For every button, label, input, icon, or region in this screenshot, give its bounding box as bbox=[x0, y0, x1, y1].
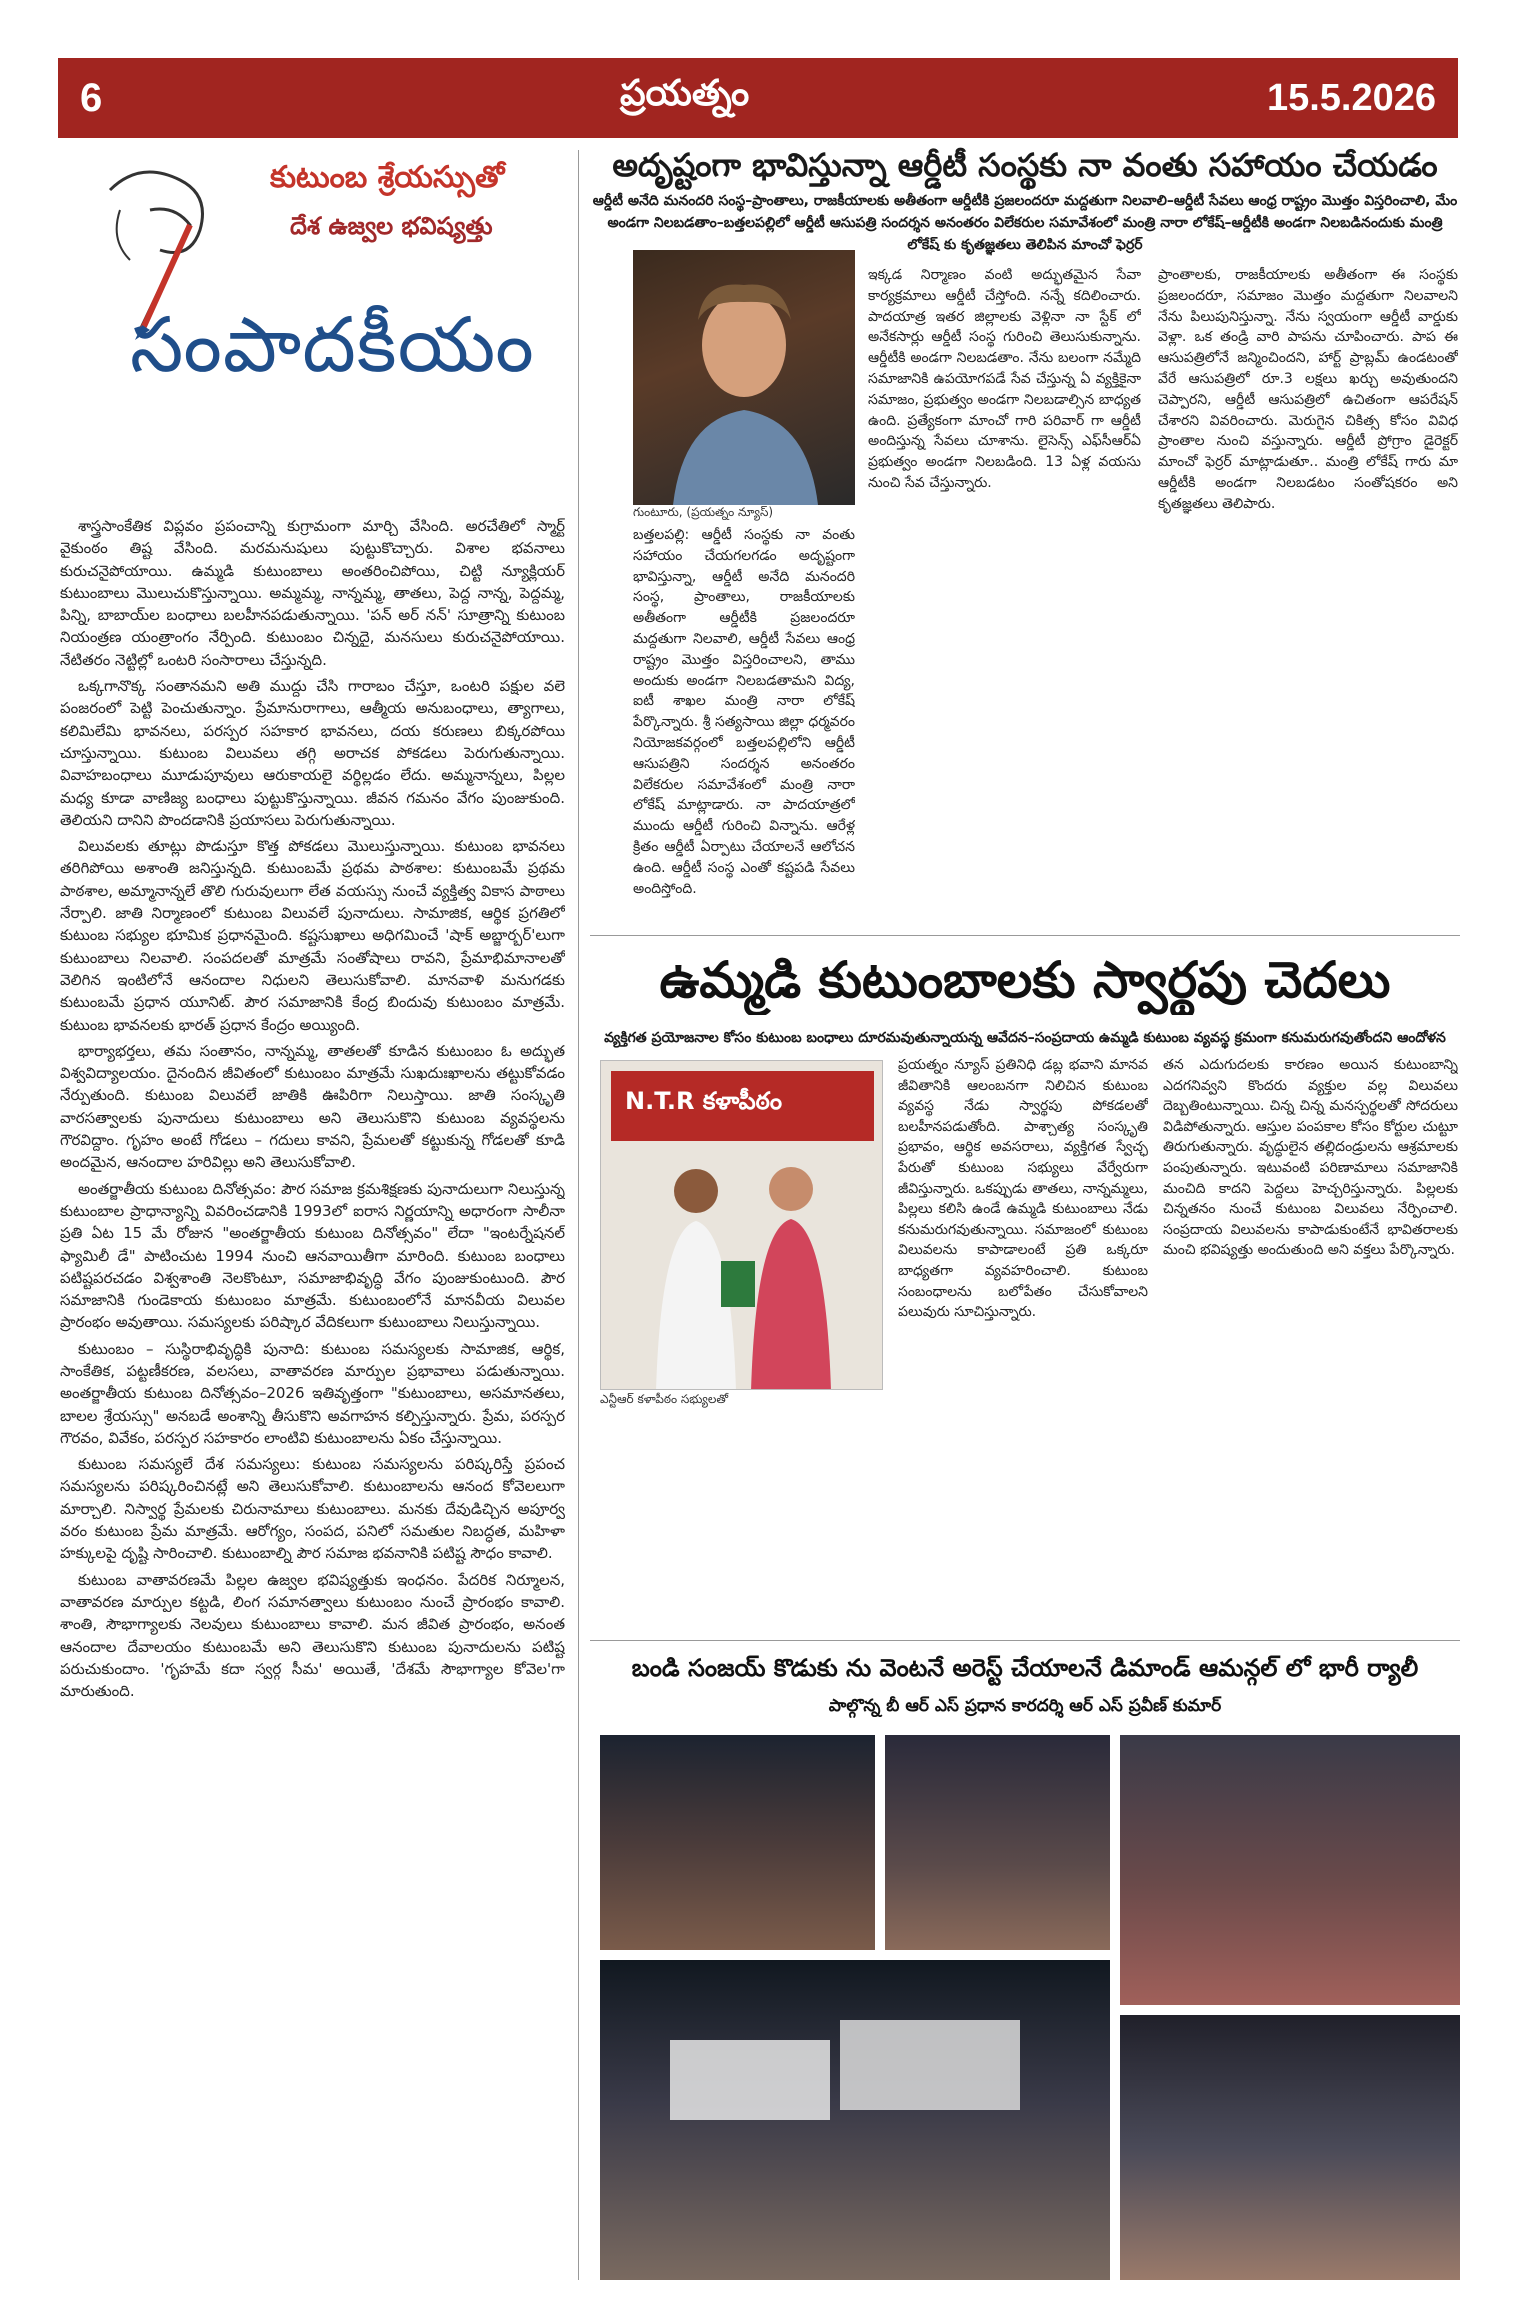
story3-deck: పాల్గొన్న బీ ఆర్ ఎస్ ప్రధాన కారదర్శి ఆర్ ఎస్ ప్రవీణ్ కుమార్ bbox=[828, 1696, 1222, 1716]
story2-column-1: ప్రయత్నం న్యూస్ ప్రతినిధి డబ్ల భవాని మానవ జీవితానికి ఆలంబనగా నిలిచిన కుటుంబ వ్యవస్థ నేడు స్వార్థపు పోకడలతో బలహీనపడుతోంది. పాశ్చాత్య సంస్కృతి ప్రభావం, ఆర్థిక అవసరాలు, వ్యక్తిగత స్వేచ్ఛ పేరుతో కుటుంబ సభ్యులు వేర్వేరుగా జీవిస్తున్నారు. ఒకప్పుడు తాతలు, నాన్నమ్మలు, పిల్లలు కలిసి ఉండే ఉమ్మడి కుటుంబాలు నేడు కనుమరుగవుతున్నాయి. సమాజంలో కుటుంబ విలువలను కాపాడాలంటే ప్రతి ఒక్కరూ బాధ్యతగా వ్యవహరించాలి. కుటుంబ సంబంధాలను బలోపేతం చేసుకోవాలని పలువురు సూచిస్తున్నారు. bbox=[898, 1057, 1148, 1321]
paper-title: ప్రయత్నం bbox=[619, 73, 750, 114]
rally-banner bbox=[670, 2040, 830, 2120]
story1-deck: ఆర్డీటీ అనేది మనందరి సంస్థ–ప్రాంతాలు, రాజకీయాలకు అతీతంగా ఆర్డీటీకి ప్రజలందరూ మద్దతుగా నిలవాలి–ఆర్డీటీ సేవలు ఆంధ్ర రాష్ట్రం మొత్తం విస్తరించాలి, మేం అండగా నిలబడతాం–బత్తలపల్లిలో ఆర్డీటీ ఆసుపత్రి సందర్శన అనంతరం విలేకరుల సమావేశంలో మంత్రి నారా లోకేష్–ఆర్డీటీకి అండగా నిలబడినందుకు మంత్రి లోకేష్ కు కృతజ్ఞతలు తెలిపిన మాంచో ఫెర్రర్ bbox=[592, 193, 1458, 253]
editorial-paragraph: కుటుంబ సమస్యలే దేశ సమస్యలు: కుటుంబ సమస్యలను పరిష్కరిస్తే ప్రపంచ సమస్యలను పరిష్కరించినట్లే అని తెలుసుకోవాలి. కుటుంబాలను ఆనంద కోవెలలుగా మార్చాలి. నిస్వార్థ ప్రేమలకు చిరునామాలు కుటుంబాలు. మనకు దేవుడిచ్చిన అపూర్వ వరం కుటుంబ ప్రేమ మాత్రమే. ఆరోగ్యం, సంపద, పనిలో సమతుల నిబద్ధత, మహిళా హక్కులపై దృష్టి సారించాలి. కుటుంబాల్ని పౌర సమాజ భవనానికి పటిష్ట సౌధం కావాలి. bbox=[60, 1455, 565, 1563]
rally-photo-1 bbox=[600, 1735, 875, 1950]
section-divider bbox=[590, 1640, 1460, 1641]
editorial-paragraph: కుటుంబం – సుస్థిరాభివృద్ధికి పునాది: కుటుంబ సమస్యలకు సామాజిక, ఆర్థిక, సాంకేతిక, పట్టణీకరణ, వలసలు, వాతావరణ మార్పుల ప్రభావాలు పడుతున్నాయి. అంతర్జాతీయ కుటుంబ దినోత్సవం–2026 ఇతివృత్తంగా "కుటుంబాలు, అసమానతలు, బాలల శ్రేయస్సు" అనబడే అంశాన్ని తీసుకొని అవగాహన కల్పిస్తున్నారు. ప్రేమ, పరస్పర గౌరవం, వివేకం, పరస్పర సహకారం లాంటివి కుటుంబాలను ఏకం చేస్తున్నాయి. bbox=[60, 1339, 565, 1447]
editorial-paragraph: ఒక్కగానొక్క సంతానమని అతి ముద్దు చేసి గారాబం చేస్తూ, ఒంటరి పక్షుల వలె పంజరంలో పెట్టి పెంచుతున్నాం. ప్రేమానురాగాలు, ఆత్మీయ అనుబంధాలు, త్యాగాలు, కలిమిలేమి భావనలు, పరస్పర సహకార భావనలు, దయ కరుణలు బిక్కరపోయి చూస్తున్నాయి. కుటుంబ విలువలు తగ్గి అరాచక పోకడలు పెరుగుతున్నాయి. వివాహబంధాలు మూడుపూవులు ఆరుకాయలై వర్థిల్లడం లేదు. అమ్మనాన్నలు, పిల్లల మధ్య కూడా వాణిజ్య బంధాలు పుట్టుకొస్తున్నాయి. జీవన గమనం వేగం పుంజుకుంది. తెలియని దానిని పొందడానికి ప్రయాసలు పెరుగుతున్నాయి. bbox=[60, 677, 565, 829]
people-icon bbox=[601, 1141, 883, 1390]
rally-photo-2 bbox=[885, 1735, 1110, 1950]
editorial-logo bbox=[60, 150, 560, 510]
ntr-banner bbox=[611, 1071, 874, 1141]
editorial-paragraph: విలువలకు తూట్లు పొడుస్తూ కొత్త పోకడలు మొలుస్తున్నాయి. కుటుంబ భావనలు తరిగిపోయి అశాంతి జనిస్తున్నది. కుటుంబమే ప్రథమ పాఠశాల: కుటుంబమే ప్రథమ పాఠశాల, అమ్మానాన్నలే తొలి గురువులుగా లేత వయస్సు నుంచే వ్యక్తిత్వ వికాస పాఠాలు నేర్పాలి. జాతి నిర్మాణంలో కుటుంబ విలువలే పునాదులు. సామాజిక, ఆర్థిక ప్రగతిలో కుటుంబ సభ్యుల భూమిక ప్రధానమైంది. కష్టసుఖాలు అధిగమించే 'షాక్ అబ్జార్బర్'లుగా కుటుంబాలు నిలవాలి. సంపదలతో మాత్రమే సంతోషాలు రావని, ప్రేమాభిమానాలతో వెలిగిన ఇంటిలోనే ఆనందాల నిధులని తెలుసుకోవాలి. మానవాళి మనుగడకు కుటుంబమే ప్రధాన యూనిట్. పౌర సమాజానికి కేంద్ర బిందువు కుటుంబం మాత్రమే. కుటుంబ భావనలకు భారత్ ప్రధాన కేంద్రం అయ్యింది. bbox=[60, 837, 565, 1034]
story1-headline: అదృష్టంగా భావిస్తున్నా ఆర్డీటీ సంస్థకు నా వంతు సహాయం చేయడం bbox=[612, 146, 1438, 184]
story2-headline: ఉమ్మడి కుటుంబాలకు స్వార్థపు చెదలు bbox=[659, 951, 1391, 1009]
editorial-paragraph: కుటుంబ వాతావరణమే పిల్లల ఉజ్వల భవిష్యత్తుకు ఇంధనం. పేదరిక నిర్మూలన, వాతావరణ మార్పుల కట్టడి, లింగ సమానత్వాలు కుటుంబం నుంచే ప్రారంభం కావాలి. శాంతి, సౌభాగ్యాలకు నెలవులు కుటుంబాలు కావాలి. మన జీవిత ప్రారంభం, అనంత ఆనందాల దేవాలయం కుటుంబమే అని తెలుసుకొని కుటుంబ పునాదులను పటిష్ట పరుచుకుందాం. 'గృహమే కదా స్వర్గ సీమ' అయితే, 'దేశమే సౌభాగ్యాల కోవెల'గా మారుతుంది. bbox=[60, 1570, 565, 1701]
page-number: 6 bbox=[80, 75, 103, 120]
story2-photo bbox=[600, 1060, 883, 1390]
portrait-icon bbox=[633, 250, 855, 505]
story2-column-2: తన ఎదుగుదలకు కారణం అయిన కుటుంబాన్ని ఎదగనివ్వని కొందరు వ్యక్తుల వల్ల విలువలు దెబ్బతింటున్నాయి. చిన్న చిన్న మనస్పర్థలతో సోదరులు విడిపోతున్నారు. ఆస్తుల పంపకాల కోసం కోర్టుల చుట్టూ తిరుగుతున్నారు. వృద్ధులైన తల్లిదండ్రులను ఆశ్రమాలకు పంపుతున్నారు. ఇటువంటి పరిణామాలు సమాజానికి మంచిది కాదని పెద్దలు హెచ్చరిస్తున్నారు. పిల్లలకు చిన్నతనం నుంచే కుటుంబ విలువలు నేర్పించాలి. సంప్రదాయ విలువలను కాపాడుకుంటేనే భావితరాలకు మంచి భవిష్యత్తు అందుతుంది అని వక్తలు పేర్కొన్నారు. bbox=[1163, 1057, 1458, 1259]
editorial-paragraph: అంతర్జాతీయ కుటుంబ దినోత్సవం: పౌర సమాజ క్రమశిక్షణకు పునాదులుగా నిలుస్తున్న కుటుంబాల ప్రాధాన్యాన్ని వివరించడానికి 1993లో ఐరాస నిర్ణయాన్ని అధారంగా సాలీనా ప్రతి ఏట 15 మే రోజున "అంతర్జాతీయ కుటుంబ దినోత్సవం" లేదా "ఇంటర్నేషనల్ ఫ్యామిలీ డే" పాటించుట 1994 నుంచి ఆనవాయితీగా మారింది. కుటుంబ బంధాలు పటిష్టపరచడం విశ్వశాంతి నెలకొంటూ, సమాజాభివృద్ధి వేగం పుంజుకుంటుంది. పౌర సమాజానికి గుండెకాయ కుటుంబం మాత్రమే. కుటుంబంలోనే మానవీయ విలువల ప్రారంభం అవుతాయి. సమస్యలకు పరిష్కార వేదికలుగా కుటుంబాలు నిలుస్తున్నాయి. bbox=[60, 1179, 565, 1332]
story3-headline: బండి సంజయ్ కొడుకు ను వెంటనే అరెస్ట్ చేయాలనే డిమాండ్ ఆమన్గల్ లో భారీ ర్యాలీ bbox=[631, 1654, 1419, 1682]
story1-photo bbox=[633, 250, 855, 505]
rally-photo-4 bbox=[600, 1960, 1110, 2280]
story2-deck: వ్యక్తిగత ప్రయోజనాల కోసం కుటుంబ బంధాలు దూరమవుతున్నాయన్న ఆవేదన–సంప్రదాయ ఉమ్మడి కుటుంబ వ్యవస్థ క్రమంగా కనుమరుగవుతోందని ఆందోళన bbox=[604, 1030, 1446, 1046]
editorial-tagline-1: కుటుంబ శ్రేయస్సుతో bbox=[270, 160, 505, 195]
editorial-paragraph: శాస్త్రసాంకేతిక విప్లవం ప్రపంచాన్ని కుగ్రామంగా మార్చి వేసింది. అరచేతిలో స్మార్ట్ వైకుంఠం తిష్ట వేసింది. మరమనుషులు పుట్టుకొచ్చారు. విశాల భవనాలు కురుచనైపోయాయి. ఉమ్మడి కుటుంబాలు అంతరించిపోయి, చిట్టి న్యూక్లియర్ కుటుంబాలు మొలుచుకొస్తున్నాయి. అమ్మమ్మ, నాన్నమ్మ, తాతలు, పెద్ద నాన్న, పెద్దమ్మ, పిన్ని, బాబాయ్‌ల బంధాలు బలహీనపడుతున్నాయి. 'పన్ అర్ నన్' సూత్రాన్ని కుటుంబ నియంత్రణ యంత్రాంగం నేర్పింది. కుటుంబం చిన్నదై, మనసులు కురుచనైపోయాయి. నేటితరం నెట్టిల్లో ఒంటరి సంసారాలు చేస్తున్నది. bbox=[60, 517, 565, 669]
story1-column-2: ఇక్కడ నిర్మాణం వంటి అద్భుతమైన సేవా కార్యక్రమాలు ఆర్డీటీ చేస్తోంది. నన్నే కదిలించారు. పాదయాత్ర ఇతర జిల్లాలకు వెళ్లినా నా స్టేక్ లో అనేకసార్లు ఆర్డీటీ సంస్థ గురించి తెలుసుకున్నాను. ఆర్డీటీకి అండగా నిలబడతాం. నేను బలంగా నమ్మేది సమాజానికి ఉపయోగపడే సేవ చేస్తున్న ఏ వ్యక్తికైనా సమాజం, ప్రభుత్వం అండగా నిలబడాల్సిన బాధ్యత ఉంది. ప్రత్యేకంగా మాంచో గారి పరివార్ గా ఆర్డీటీ అందిస్తున్న సేవలు చూశాను. లైసెన్స్ ఎఫ్‌సీఆర్ఏ ప్రభుత్వం అండగా నిలబడింది. 13 ఏళ్ల వయసు నుంచి సేవ చేస్తున్నారు. bbox=[868, 267, 1141, 491]
issue-date: 15.5.2026 bbox=[1266, 76, 1436, 119]
rally-photo-3 bbox=[1120, 1735, 1460, 2005]
column-divider bbox=[578, 150, 579, 2280]
story2-photo-caption: ఎన్టీఆర్ కళాపీఠం సభ్యులతో bbox=[600, 1392, 729, 1406]
masthead-bar bbox=[58, 58, 1458, 138]
editorial-tagline-2: దేశ ఉజ్వల భవిష్యత్తు bbox=[290, 212, 493, 240]
section-divider bbox=[590, 935, 1460, 936]
story1-column-3: ప్రాంతాలకు, రాజకీయాలకు అతీతంగా ఈ సంస్థకు ప్రజలందరూ, సమాజం మొత్తం మద్దతుగా నిలవాలని నేను పిలుపునిస్తున్నా. నేను స్వయంగా ఆర్డీటీ వార్డుకు వెళ్లా. ఒక తండ్రి వారి పాపను చూపించారు. పాప ఈ ఆసుపత్రిలోనే జన్మించిందని, హార్ట్ ప్రాబ్లమ్ ఉండటంతో వేరే ఆసుపత్రిలో రూ.3 లక్షలు ఖర్చు అవుతుందని చెప్పారని, ఆర్డీటీ ఆసుపత్రిలో ఉచితంగా ఆపరేషన్ చేశారని వివరించారు. మెరుగైన చికిత్స కోసం వివిధ ప్రాంతాల నుంచి వస్తున్నారు. ఆర్డీటీ ప్రోగ్రాం డైరెక్టర్ మాంచో ఫెర్రర్ మాట్లాడుతూ.. మంత్రి లోకేష్ గారు మా ఆర్డీటీకి అండగా నిలబడటం సంతోషకరం అని కృతజ్ఞతలు తెలిపారు. bbox=[1158, 267, 1458, 512]
rally-banner bbox=[840, 2020, 1020, 2110]
editorial-paragraph: భార్యాభర్తలు, తమ సంతానం, నాన్నమ్మ, తాతలతో కూడిన కుటుంబం ఓ అద్భుత విశ్వవిద్యాలయం. దైనందిన జీవితంలో కుటుంబం మాత్రమే సుఖదుఃఖాలను తట్టుకోవడం నేర్పుతుంది. కుటుంబ విలువలే జాతికి ఊపిరిగా నిలుస్తాయి. జాతి సంస్కృతి వారసత్వాలకు పునాదులు కుటుంబాలు అని తెలుసుకొని కుటుంబ వ్యవస్థలను గౌరవిద్దాం. గృహం అంటే గోడలు – గదులు కావని, ప్రేమలతో కట్టుకున్న గోడలతో కూడి అందమైన, ఆనందాల హరివిల్లు అని తెలుసుకోవాలి. bbox=[60, 1041, 565, 1172]
story1-column-1: బత్తలపల్లి: ఆర్డీటీ సంస్థకు నా వంతు సహాయం చేయగలగడం అదృష్టంగా భావిస్తున్నా, ఆర్డీటీ అనేది మనందరి సంస్థ, ప్రాంతాలు, రాజకీయాలకు అతీతంగా ఆర్డీటీకి ప్రజలందరూ మద్దతుగా నిలవాలి, ఆర్డీటీ సేవలు ఆంధ్ర రాష్ట్రం మొత్తం విస్తరించాలని, తాము అందుకు అండగా నిలబడతామని విద్య, ఐటీ శాఖల మంత్రి నారా లోకేష్ పేర్కొన్నారు. శ్రీ సత్యసాయి జిల్లా ధర్మవరం నియోజకవర్గంలో బత్తలపల్లిలోని ఆర్డీటీ ఆసుపత్రిని సందర్శన అనంతరం విలేకరుల సమావేశంలో మంత్రి నారా లోకేష్ మాట్లాడారు. నా పాదయాత్రలో ముందు ఆర్డీటీ గురించి విన్నాను. ఆరేళ్ల క్రితం ఆర్డీటీ ఏర్పాటు చేయాలనే ఆలోచన ఉంది. ఆర్డీటీ సంస్థ ఎంతో కష్టపడి సేవలు అందిస్తోంది. bbox=[633, 527, 855, 897]
banner-text: N.T.R కళాపీఠం bbox=[625, 1087, 783, 1115]
story1-photo-caption: గుంటూరు, (ప్రయత్నం న్యూస్) bbox=[633, 505, 774, 519]
rally-photo-5 bbox=[1120, 2015, 1460, 2280]
editorial-title: సంపాదకీయం bbox=[130, 300, 535, 389]
editorial-body bbox=[60, 515, 565, 2280]
